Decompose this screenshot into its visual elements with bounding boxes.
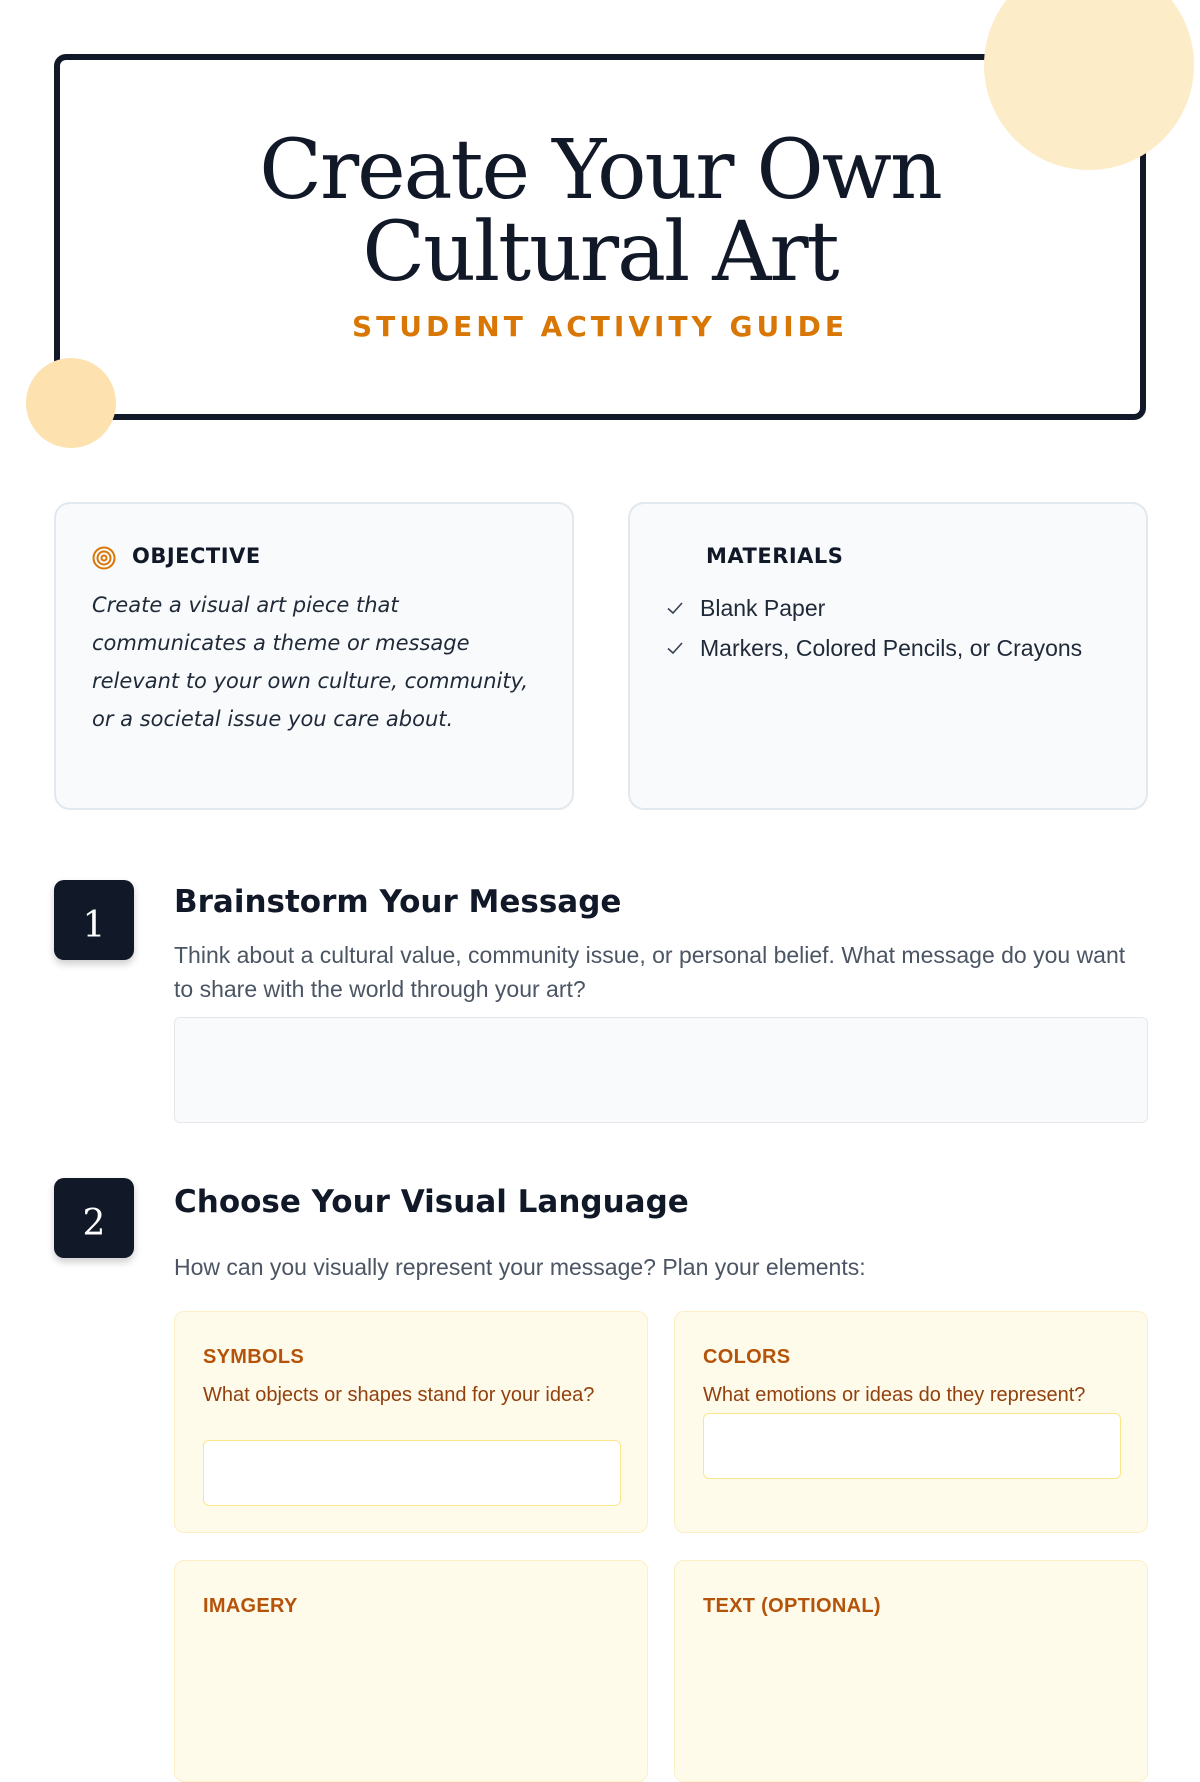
objective-text: Create a visual art piece that communicates a theme or message relevant to your own culture, community, or a societal issue you care about. [92, 593, 529, 731]
page-subtitle: STUDENT ACTIVITY GUIDE [351, 310, 849, 343]
check-icon [666, 599, 684, 617]
element-label: COLORS [703, 1346, 791, 1368]
list-item [666, 588, 1082, 628]
target-icon [92, 546, 116, 570]
step-title: Choose Your Visual Language [174, 1184, 689, 1220]
page-title: Create Your Own Cultural Art [259, 123, 941, 300]
colors-card [674, 1311, 1148, 1533]
element-label: SYMBOLS [203, 1346, 304, 1368]
objective-title: OBJECTIVE [132, 544, 261, 568]
step-description: Think about a cultural value, community issue, or personal belief. What message do you want to share with the world through your art? [174, 942, 1126, 1002]
material-label: Blank Paper [700, 594, 826, 621]
material-label: Markers, Colored Pencils, or Crayons [700, 634, 1083, 661]
step-number-badge: 2 [54, 1178, 134, 1258]
symbols-card [174, 1311, 648, 1533]
text-optional-card [674, 1560, 1148, 1782]
materials-title: MATERIALS [706, 544, 844, 568]
symbols-input[interactable] [203, 1440, 621, 1506]
colors-input[interactable] [703, 1413, 1121, 1479]
step-number-badge: 1 [54, 880, 134, 960]
element-label: IMAGERY [203, 1595, 298, 1617]
decorative-circle [26, 358, 116, 448]
objective-card [54, 502, 574, 810]
materials-card [628, 502, 1148, 810]
materials-list [666, 588, 1082, 668]
header-card [54, 54, 1146, 420]
element-question: What emotions or ideas do they represent? [703, 1384, 1086, 1406]
element-label: TEXT (OPTIONAL) [703, 1595, 881, 1617]
message-answer-box[interactable] [174, 1017, 1148, 1123]
list-item [666, 628, 1082, 668]
step-title: Brainstorm Your Message [174, 884, 622, 920]
imagery-card [174, 1560, 648, 1782]
step-description: How can you visually represent your message? Plan your elements: [174, 1254, 866, 1280]
check-icon [666, 639, 684, 657]
element-question: What objects or shapes stand for your idea? [203, 1384, 595, 1406]
